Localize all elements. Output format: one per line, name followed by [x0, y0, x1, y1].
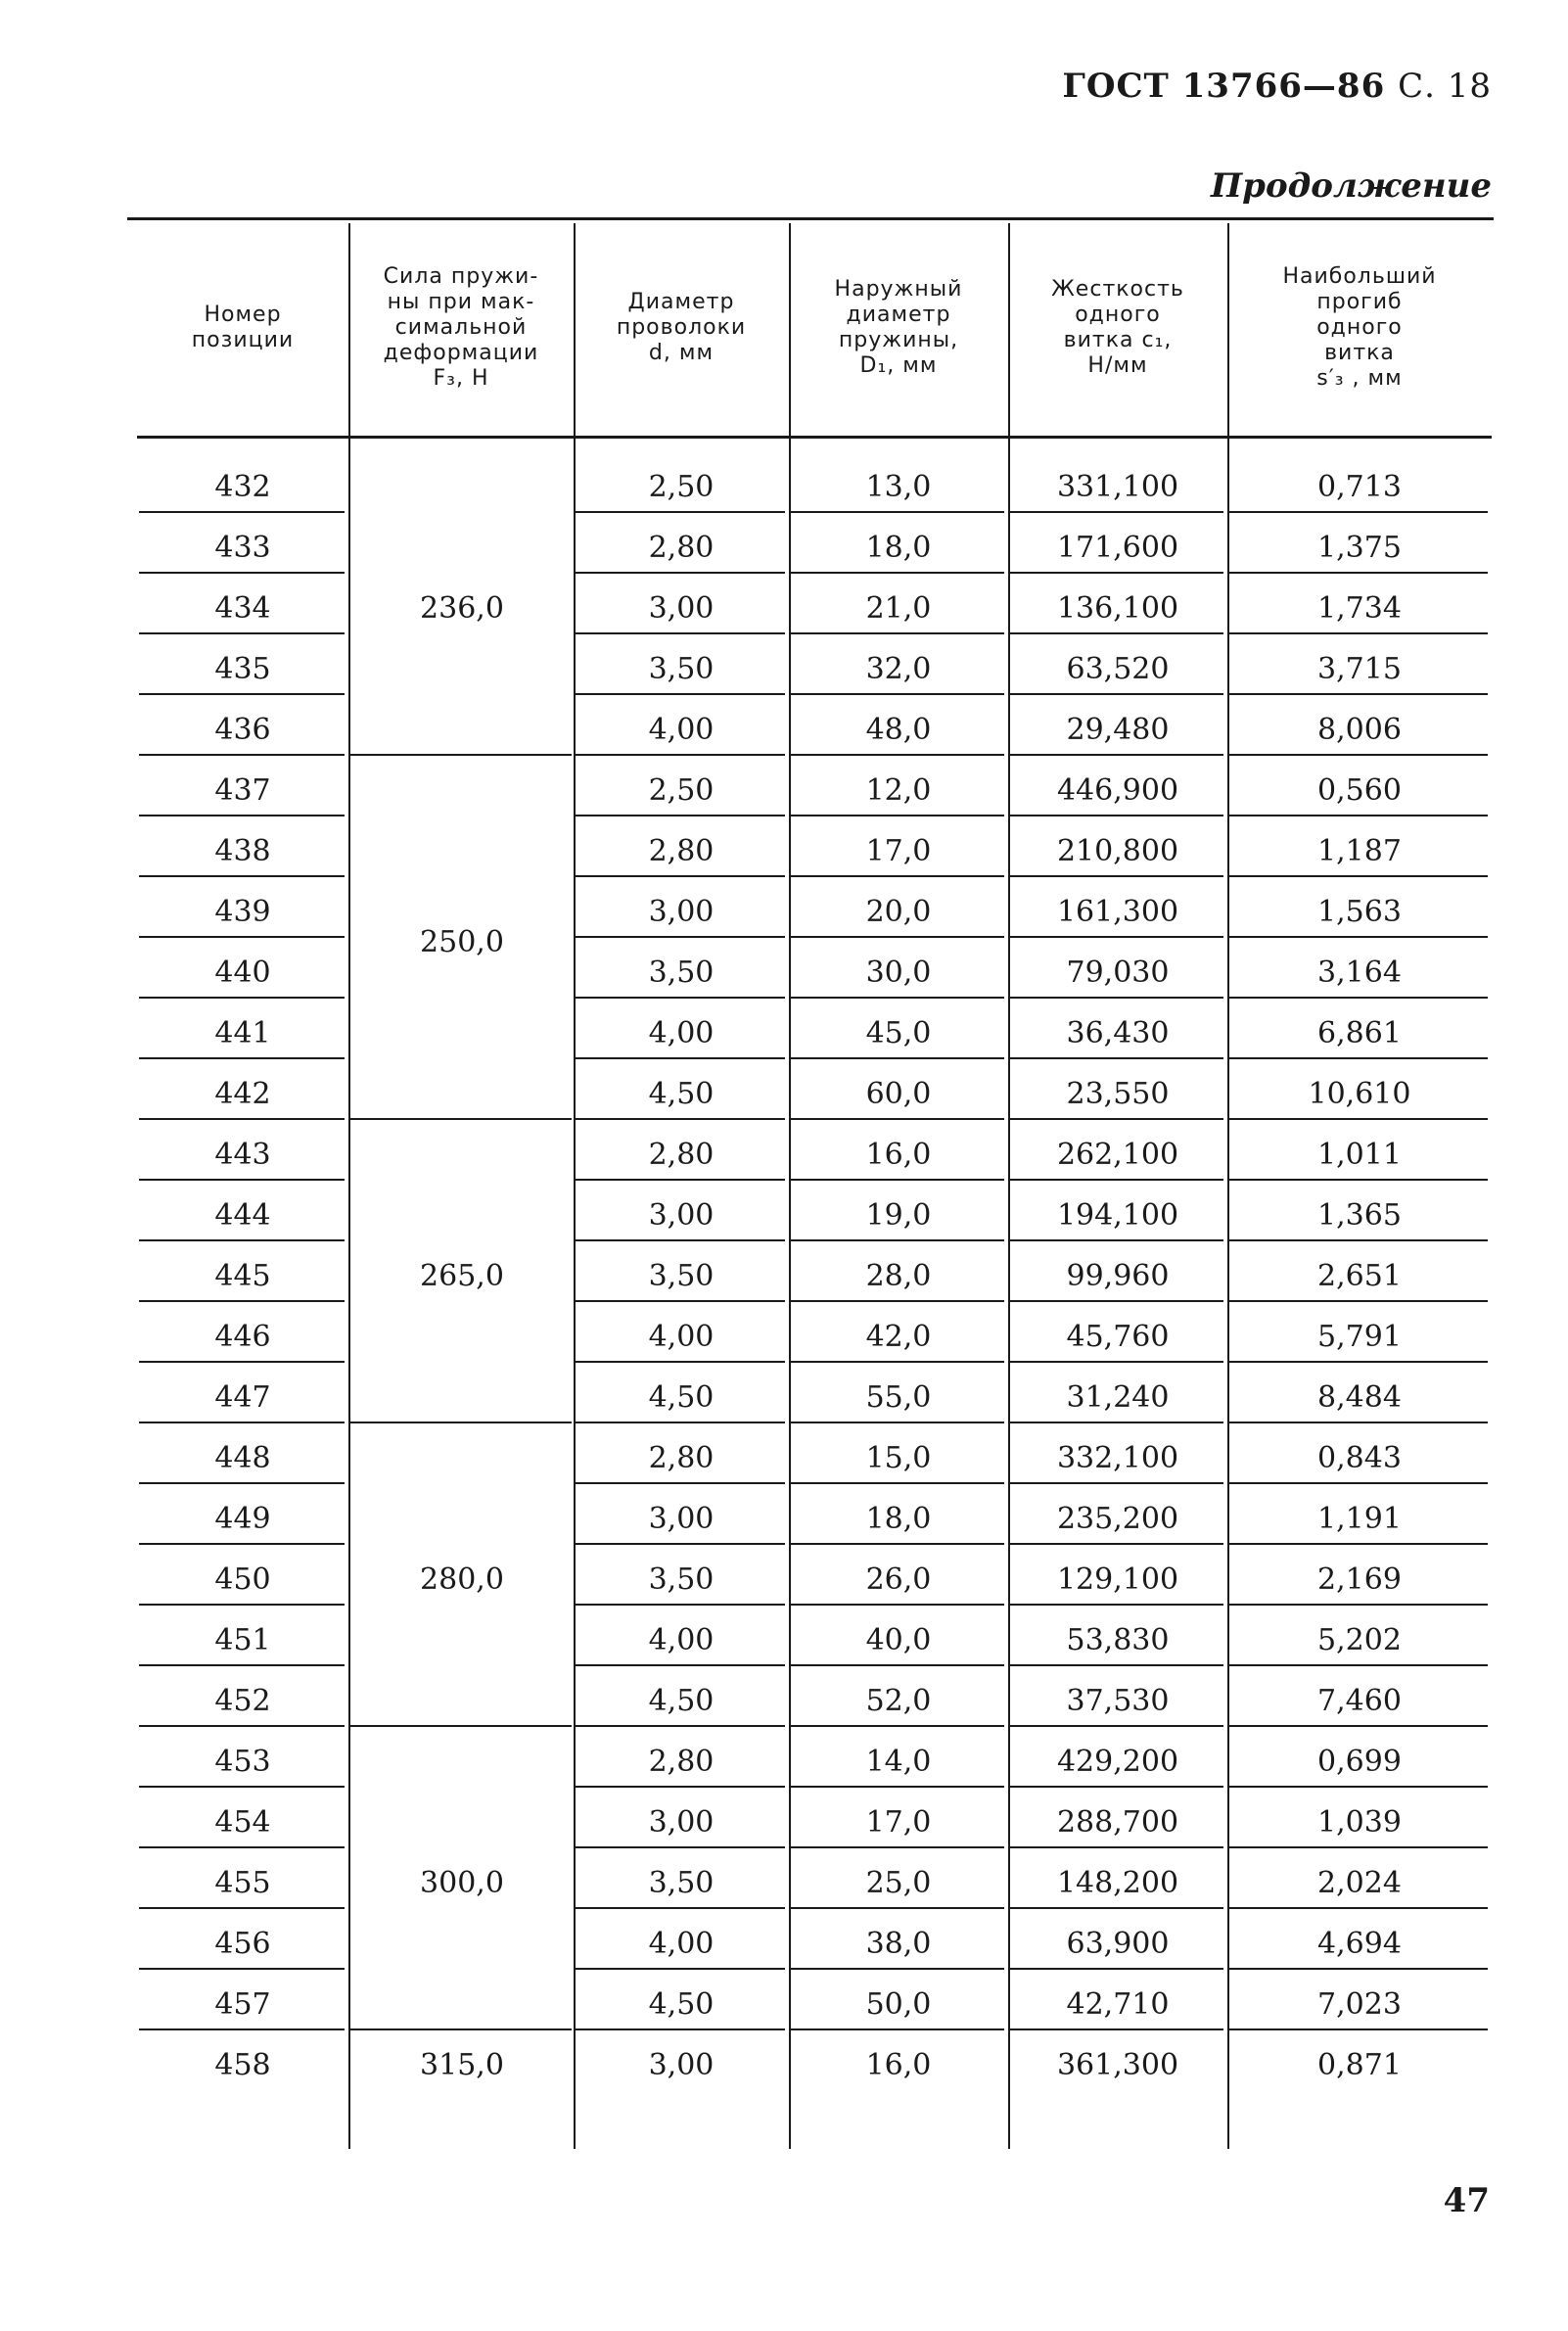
table-cell: 4,50	[648, 1684, 715, 1718]
row-separator	[791, 754, 1004, 756]
table-cell: 37,530	[1066, 1684, 1170, 1718]
table-cell: 1,187	[1317, 834, 1402, 868]
table-cell: 6,861	[1317, 1016, 1402, 1050]
table-cell: 17,0	[865, 1805, 932, 1840]
row-separator	[1229, 875, 1488, 877]
table-cell: 2,50	[648, 773, 715, 808]
row-separator	[791, 1361, 1004, 1363]
table-cell: 1,191	[1317, 1502, 1402, 1536]
row-separator	[1010, 936, 1223, 938]
table-cell: 60,0	[865, 1077, 932, 1111]
row-separator	[576, 875, 785, 877]
row-separator	[576, 1422, 785, 1423]
row-separator	[1010, 511, 1223, 513]
table-cell: 194,100	[1056, 1198, 1179, 1233]
group-separator	[350, 2028, 572, 2030]
table-cell: 446,900	[1056, 773, 1179, 808]
table-cell: 2,024	[1317, 1866, 1402, 1900]
row-separator	[1229, 511, 1488, 513]
row-separator	[1010, 693, 1223, 695]
table-cell: 2,80	[648, 834, 715, 868]
row-separator	[576, 1664, 785, 1666]
table-cell: 437	[214, 773, 271, 808]
table-cell: 438	[214, 834, 271, 868]
row-separator	[1229, 2028, 1488, 2030]
table-cell: 3,164	[1317, 956, 1402, 990]
table-cell: 4,00	[648, 1623, 715, 1657]
row-separator	[1229, 572, 1488, 574]
row-separator	[139, 511, 345, 513]
row-separator	[576, 1846, 785, 1848]
row-separator	[1010, 1846, 1223, 1848]
column-header-label: Наружный диаметр пружины, D₁, мм	[834, 277, 963, 378]
row-separator	[1229, 1118, 1488, 1120]
row-separator	[791, 1664, 1004, 1666]
row-separator	[791, 572, 1004, 574]
table-cell: 5,791	[1317, 1320, 1402, 1354]
table-cell: 2,80	[648, 531, 715, 565]
row-separator	[1010, 754, 1223, 756]
row-separator	[576, 1300, 785, 1302]
row-separator	[139, 1057, 345, 1059]
table-cell: 18,0	[865, 531, 932, 565]
table-cell: 48,0	[865, 713, 932, 747]
table-cell: 432	[214, 470, 271, 504]
row-separator	[791, 1239, 1004, 1241]
force-value: 315,0	[420, 2048, 504, 2082]
page-header	[1062, 67, 1492, 106]
table-cell: 32,0	[865, 652, 932, 686]
row-separator	[139, 1664, 345, 1666]
table-cell: 2,80	[648, 1441, 715, 1475]
table-cell: 4,50	[648, 1380, 715, 1415]
row-separator	[1010, 1361, 1223, 1363]
table-cell: 447	[214, 1380, 271, 1415]
table-cell: 31,240	[1066, 1380, 1170, 1415]
table-cell: 2,651	[1317, 1259, 1402, 1293]
row-separator	[1010, 1179, 1223, 1181]
table-cell: 26,0	[865, 1562, 932, 1597]
page-reference: С. 18	[1398, 67, 1492, 106]
row-separator	[139, 1179, 345, 1181]
table-cell: 2,80	[648, 1138, 715, 1172]
row-separator	[791, 815, 1004, 816]
row-separator	[1010, 1786, 1223, 1788]
column-header	[574, 240, 789, 416]
row-separator	[1010, 1543, 1223, 1545]
group-separator	[350, 1118, 572, 1120]
row-separator	[1229, 1179, 1488, 1181]
row-separator	[139, 875, 345, 877]
row-separator	[791, 1846, 1004, 1848]
row-separator	[1229, 1361, 1488, 1363]
row-separator	[1229, 1786, 1488, 1788]
table-cell: 3,50	[648, 1259, 715, 1293]
table-cell: 448	[214, 1441, 271, 1475]
table-cell: 2,169	[1317, 1562, 1402, 1597]
table-cell: 3,00	[648, 1502, 715, 1536]
table-cell: 171,600	[1056, 531, 1179, 565]
table-cell: 5,202	[1317, 1623, 1402, 1657]
page-number: 47	[1443, 2181, 1490, 2220]
table-cell: 52,0	[865, 1684, 932, 1718]
table-cell: 0,713	[1317, 470, 1402, 504]
table-cell: 38,0	[865, 1927, 932, 1961]
row-separator	[139, 632, 345, 634]
row-separator	[139, 936, 345, 938]
row-separator	[791, 1118, 1004, 1120]
row-separator	[1229, 997, 1488, 999]
row-separator	[1010, 815, 1223, 816]
table-cell: 3,50	[648, 1866, 715, 1900]
table-cell: 210,800	[1056, 834, 1179, 868]
table-cell: 442	[214, 1077, 271, 1111]
table-cell: 3,50	[648, 956, 715, 990]
table-cell: 444	[214, 1198, 271, 1233]
table-cell: 28,0	[865, 1259, 932, 1293]
table-cell: 3,00	[648, 1198, 715, 1233]
row-separator	[1010, 1422, 1223, 1423]
row-separator	[1229, 936, 1488, 938]
table-cell: 42,0	[865, 1320, 932, 1354]
table-cell: 148,200	[1056, 1866, 1179, 1900]
table-cell: 12,0	[865, 773, 932, 808]
row-separator	[576, 1118, 785, 1120]
table-cell: 25,0	[865, 1866, 932, 1900]
row-separator	[1010, 2028, 1223, 2030]
force-value: 280,0	[420, 1562, 504, 1597]
table-cell: 15,0	[865, 1441, 932, 1475]
row-separator	[139, 1604, 345, 1606]
row-separator	[576, 1968, 785, 1970]
row-separator	[576, 511, 785, 513]
row-separator	[139, 1725, 345, 1727]
table-cell: 457	[214, 1987, 271, 2022]
row-separator	[139, 1422, 345, 1423]
row-separator	[139, 693, 345, 695]
row-separator	[1010, 572, 1223, 574]
row-separator	[576, 1725, 785, 1727]
row-separator	[791, 1300, 1004, 1302]
table-cell: 0,560	[1317, 773, 1402, 808]
row-separator	[1229, 1543, 1488, 1545]
row-separator	[139, 2028, 345, 2030]
row-separator	[1229, 815, 1488, 816]
row-separator	[1229, 1907, 1488, 1909]
table-cell: 79,030	[1066, 956, 1170, 990]
row-separator	[1229, 754, 1488, 756]
row-separator	[139, 1543, 345, 1545]
row-separator	[1229, 1057, 1488, 1059]
group-separator	[350, 1422, 572, 1423]
table-cell: 0,843	[1317, 1441, 1402, 1475]
table-cell: 4,00	[648, 713, 715, 747]
table-cell: 21,0	[865, 591, 932, 626]
column-header	[348, 240, 574, 416]
table-cell: 63,520	[1066, 652, 1170, 686]
row-separator	[1229, 1604, 1488, 1606]
row-separator	[791, 1786, 1004, 1788]
row-separator	[1010, 1725, 1223, 1727]
row-separator	[1010, 1907, 1223, 1909]
table-cell: 2,50	[648, 470, 715, 504]
table-cell: 7,023	[1317, 1987, 1402, 2022]
row-separator	[576, 1239, 785, 1241]
row-separator	[791, 1604, 1004, 1606]
row-separator	[139, 1482, 345, 1484]
row-separator	[791, 1907, 1004, 1909]
table-cell: 4,50	[648, 1077, 715, 1111]
table-cell: 436	[214, 713, 271, 747]
column-header-label: Сила пружи- ны при мак- симальной деформации F₃, Н	[383, 264, 539, 391]
row-separator	[791, 1725, 1004, 1727]
row-separator	[791, 632, 1004, 634]
row-separator	[791, 1057, 1004, 1059]
row-separator	[139, 1239, 345, 1241]
table-cell: 3,00	[648, 895, 715, 929]
row-separator	[576, 693, 785, 695]
table-cell: 3,00	[648, 2048, 715, 2082]
table-cell: 4,00	[648, 1927, 715, 1961]
table-cell: 450	[214, 1562, 271, 1597]
row-separator	[576, 2028, 785, 2030]
row-separator	[1010, 1118, 1223, 1120]
table-cell: 429,200	[1056, 1745, 1179, 1779]
table-cell: 30,0	[865, 956, 932, 990]
table-cell: 434	[214, 591, 271, 626]
force-value: 250,0	[420, 925, 504, 959]
row-separator	[791, 1968, 1004, 1970]
row-separator	[576, 1361, 785, 1363]
table-cell: 18,0	[865, 1502, 932, 1536]
table-cell: 0,871	[1317, 2048, 1402, 2082]
table-cell: 19,0	[865, 1198, 932, 1233]
table-cell: 63,900	[1066, 1927, 1170, 1961]
row-separator	[1229, 1422, 1488, 1423]
continuation-label: Продолжение	[1211, 166, 1492, 206]
group-separator	[350, 754, 572, 756]
row-separator	[139, 815, 345, 816]
row-separator	[576, 1482, 785, 1484]
table-cell: 16,0	[865, 2048, 932, 2082]
table-cell: 23,550	[1066, 1077, 1170, 1111]
table-cell: 16,0	[865, 1138, 932, 1172]
table-cell: 262,100	[1056, 1138, 1179, 1172]
table-cell: 443	[214, 1138, 271, 1172]
table-cell: 14,0	[865, 1745, 932, 1779]
row-separator	[1229, 1664, 1488, 1666]
force-value: 300,0	[420, 1866, 504, 1900]
row-separator	[1010, 1057, 1223, 1059]
table-cell: 456	[214, 1927, 271, 1961]
table-cell: 361,300	[1056, 2048, 1179, 2082]
table-header-bottom-rule	[137, 436, 1492, 439]
row-separator	[576, 1057, 785, 1059]
table-cell: 449	[214, 1502, 271, 1536]
table-top-rule	[127, 217, 1494, 220]
row-separator	[1010, 632, 1223, 634]
row-separator	[576, 1179, 785, 1181]
row-separator	[139, 1361, 345, 1363]
row-separator	[1229, 1846, 1488, 1848]
force-value: 265,0	[420, 1259, 504, 1293]
row-separator	[139, 1846, 345, 1848]
row-separator	[576, 572, 785, 574]
standard-code: ГОСТ 13766—86	[1062, 67, 1386, 106]
row-separator	[1229, 1725, 1488, 1727]
row-separator	[791, 1422, 1004, 1423]
column-divider	[348, 223, 350, 2149]
table-cell: 288,700	[1056, 1805, 1179, 1840]
column-header-label: Диаметр проволоки d, мм	[616, 290, 747, 365]
group-separator	[350, 1725, 572, 1727]
table-cell: 50,0	[865, 1987, 932, 2022]
force-value: 236,0	[420, 591, 504, 626]
table-cell: 1,039	[1317, 1805, 1402, 1840]
table-cell: 136,100	[1056, 591, 1179, 626]
table-cell: 1,365	[1317, 1198, 1402, 1233]
row-separator	[1010, 1664, 1223, 1666]
row-separator	[791, 936, 1004, 938]
table-cell: 3,50	[648, 652, 715, 686]
table-cell: 8,006	[1317, 713, 1402, 747]
table-cell: 42,710	[1066, 1987, 1170, 2022]
table-cell: 235,200	[1056, 1502, 1179, 1536]
row-separator	[791, 693, 1004, 695]
row-separator	[1229, 1968, 1488, 1970]
row-separator	[791, 875, 1004, 877]
table-cell: 55,0	[865, 1380, 932, 1415]
table-cell: 439	[214, 895, 271, 929]
row-separator	[139, 997, 345, 999]
row-separator	[576, 1604, 785, 1606]
row-separator	[1010, 1604, 1223, 1606]
row-separator	[791, 2028, 1004, 2030]
row-separator	[791, 511, 1004, 513]
row-separator	[1010, 1968, 1223, 1970]
table-cell: 40,0	[865, 1623, 932, 1657]
table-cell: 4,50	[648, 1987, 715, 2022]
row-separator	[576, 936, 785, 938]
row-separator	[139, 1118, 345, 1120]
row-separator	[139, 754, 345, 756]
table-cell: 129,100	[1056, 1562, 1179, 1597]
table-cell: 3,715	[1317, 652, 1402, 686]
table-cell: 3,50	[648, 1562, 715, 1597]
row-separator	[1010, 997, 1223, 999]
column-header	[789, 240, 1008, 416]
row-separator	[1229, 1300, 1488, 1302]
row-separator	[139, 1907, 345, 1909]
row-separator	[1229, 1482, 1488, 1484]
table-cell: 451	[214, 1623, 271, 1657]
table-cell: 433	[214, 531, 271, 565]
table-cell: 331,100	[1056, 470, 1179, 504]
table-cell: 0,699	[1317, 1745, 1402, 1779]
row-separator	[1010, 1300, 1223, 1302]
column-header-label: Жесткость одного витка c₁, Н/мм	[1051, 277, 1184, 378]
table-cell: 4,00	[648, 1016, 715, 1050]
table-cell: 1,011	[1317, 1138, 1402, 1172]
table-cell: 2,80	[648, 1745, 715, 1779]
table-cell: 446	[214, 1320, 271, 1354]
table-cell: 29,480	[1066, 713, 1170, 747]
table-cell: 161,300	[1056, 895, 1179, 929]
row-separator	[576, 1907, 785, 1909]
row-separator	[576, 997, 785, 999]
table-cell: 1,734	[1317, 591, 1402, 626]
table-cell: 45,0	[865, 1016, 932, 1050]
row-separator	[139, 1300, 345, 1302]
column-header	[1008, 240, 1227, 416]
table-cell: 36,430	[1066, 1016, 1170, 1050]
table-cell: 455	[214, 1866, 271, 1900]
table-cell: 4,694	[1317, 1927, 1402, 1961]
table-cell: 332,100	[1056, 1441, 1179, 1475]
table-cell: 454	[214, 1805, 271, 1840]
row-separator	[791, 1179, 1004, 1181]
column-header-label: Наибольший прогиб одного витка s′₃ , мм	[1282, 264, 1437, 391]
table-cell: 8,484	[1317, 1380, 1402, 1415]
table-cell: 453	[214, 1745, 271, 1779]
table-cell: 458	[214, 2048, 271, 2082]
row-separator	[1229, 693, 1488, 695]
row-separator	[1010, 875, 1223, 877]
table-cell: 441	[214, 1016, 271, 1050]
row-separator	[139, 1968, 345, 1970]
row-separator	[1010, 1239, 1223, 1241]
row-separator	[1010, 1482, 1223, 1484]
table-cell: 3,00	[648, 591, 715, 626]
table-cell: 440	[214, 956, 271, 990]
row-separator	[576, 754, 785, 756]
row-separator	[791, 1482, 1004, 1484]
row-separator	[1229, 1239, 1488, 1241]
column-header	[137, 240, 348, 416]
table-cell: 13,0	[865, 470, 932, 504]
table-cell: 1,563	[1317, 895, 1402, 929]
row-separator	[1229, 632, 1488, 634]
row-separator	[791, 997, 1004, 999]
table-cell: 3,00	[648, 1805, 715, 1840]
table-cell: 7,460	[1317, 1684, 1402, 1718]
table-cell: 99,960	[1066, 1259, 1170, 1293]
table-cell: 435	[214, 652, 271, 686]
row-separator	[139, 1786, 345, 1788]
row-separator	[791, 1543, 1004, 1545]
table-cell: 17,0	[865, 834, 932, 868]
row-separator	[576, 815, 785, 816]
table-cell: 445	[214, 1259, 271, 1293]
row-separator	[576, 1786, 785, 1788]
table-cell: 45,760	[1066, 1320, 1170, 1354]
row-separator	[576, 632, 785, 634]
column-header	[1227, 240, 1492, 416]
table-cell: 1,375	[1317, 531, 1402, 565]
table-cell: 20,0	[865, 895, 932, 929]
row-separator	[139, 572, 345, 574]
column-header-label: Номер позиции	[191, 303, 295, 352]
table-cell: 4,00	[648, 1320, 715, 1354]
row-separator	[576, 1543, 785, 1545]
table-cell: 452	[214, 1684, 271, 1718]
table-cell: 53,830	[1066, 1623, 1170, 1657]
table-cell: 10,610	[1308, 1077, 1411, 1111]
